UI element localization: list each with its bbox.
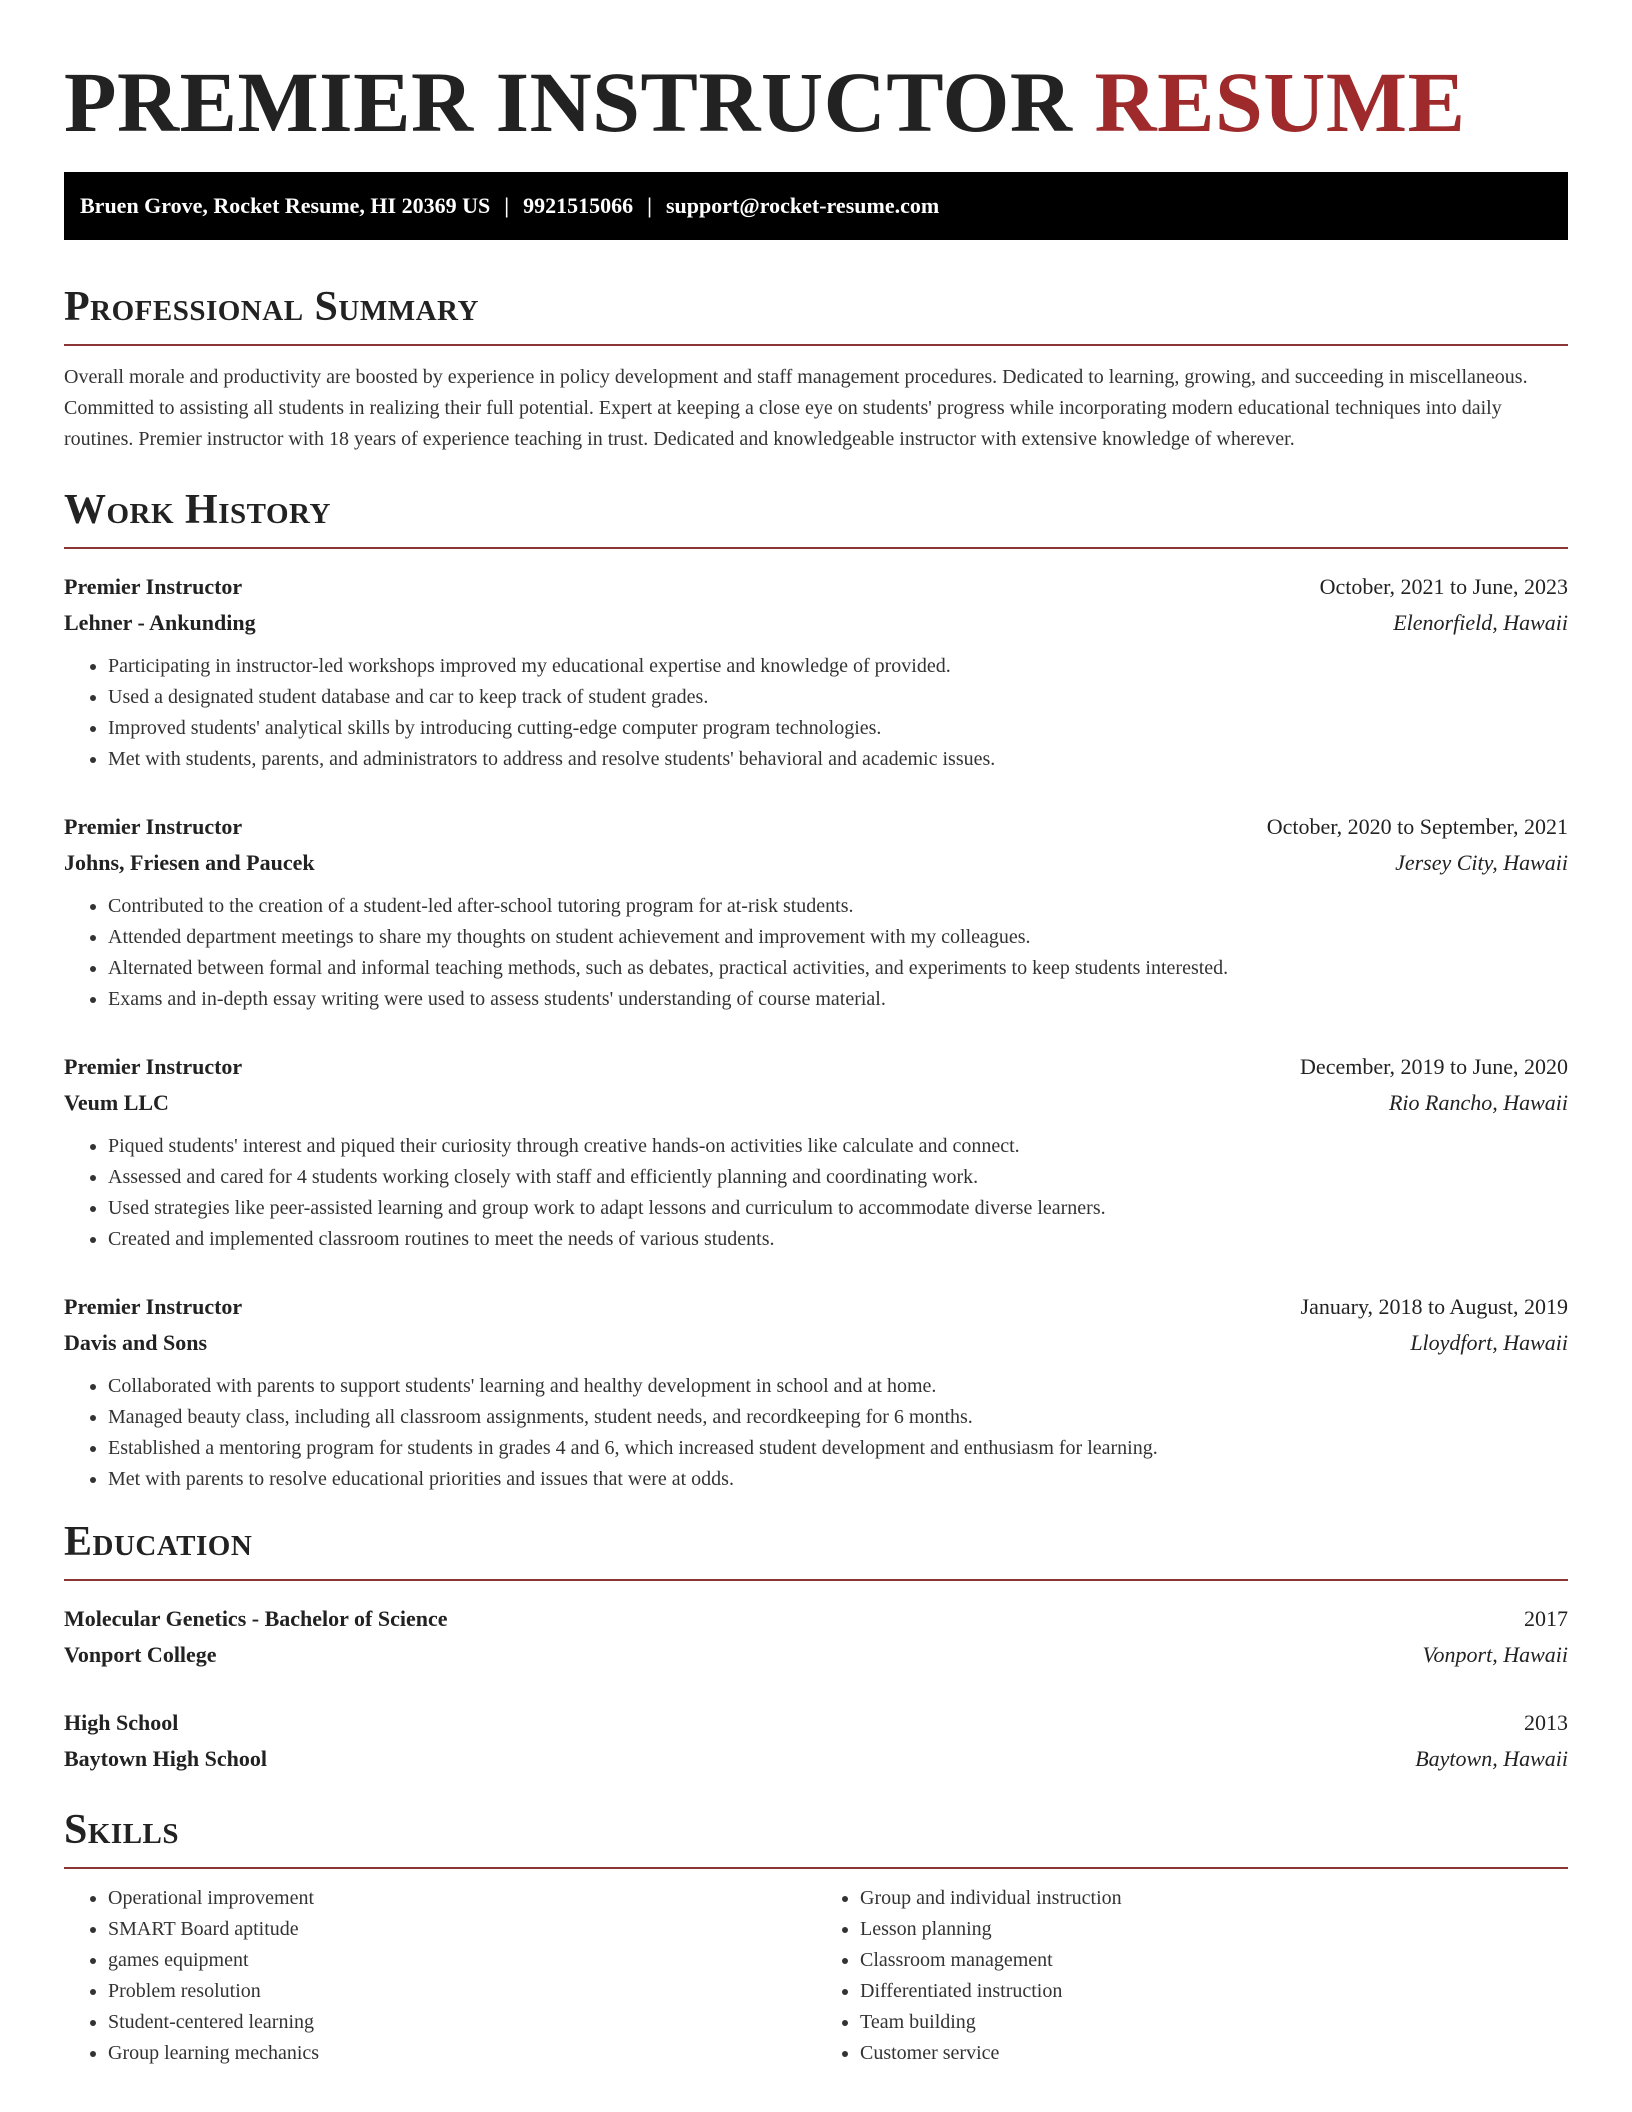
contact-phone: 9921515066 [523, 193, 634, 218]
education-school: Vonport College [64, 1642, 217, 1667]
job-bullet: • Contributed to the creation of a student-led after-school tutoring program for at-risk students. [108, 891, 1568, 922]
contact-address: Bruen Grove, Rocket Resume, HI 20369 US [80, 193, 491, 218]
section-divider [64, 547, 1568, 549]
skill-item: • Lesson planning [860, 1914, 1568, 1945]
education-location: Baytown, Hawaii [1415, 1746, 1568, 1771]
resume-title [64, 52, 1568, 152]
education-location: Vonport, Hawaii [1422, 1642, 1568, 1667]
job-dates: January, 2018 to August, 2019 [1300, 1294, 1568, 1319]
job-company: Davis and Sons [64, 1330, 208, 1355]
job-bullet: • Met with parents to resolve educational priorities and issues that were at odds. [108, 1464, 1568, 1495]
skill-item: • Team building [860, 2007, 1568, 2038]
job-location: Elenorfield, Hawaii [1393, 610, 1568, 635]
job-bullet: • Used strategies like peer-assisted learning and group work to adapt lessons and curriculum to accommodate diverse learners. [108, 1193, 1568, 1224]
job-bullet: • Created and implemented classroom routines to meet the needs of various students. [108, 1224, 1568, 1255]
job-company-row [64, 1325, 1568, 1361]
job-company-row [64, 605, 1568, 641]
job-bullets [64, 1131, 1568, 1255]
education-entry [64, 1705, 1568, 1777]
job-bullet: • Met with students, parents, and administrators to address and resolve students' behavioral and academic issues. [108, 744, 1568, 775]
job-company: Johns, Friesen and Paucek [64, 850, 315, 875]
job-bullet: • Participating in instructor-led workshops improved my educational expertise and knowledge of provided. [108, 651, 1568, 682]
skill-item: • Group learning mechanics [108, 2038, 816, 2069]
job-company-row [64, 845, 1568, 881]
skill-item: • Differentiated instruction [860, 1976, 1568, 2007]
education-degree: High School [64, 1710, 179, 1735]
skill-item: • Problem resolution [108, 1976, 816, 2007]
contact-separator: | [504, 193, 510, 218]
job-entry [64, 1289, 1568, 1495]
job-bullet: • Alternated between formal and informal teaching methods, such as debates, practical activities, and experiments to keep students interested. [108, 953, 1568, 984]
skill-item: • SMART Board aptitude [108, 1914, 816, 1945]
skill-item: • Customer service [860, 2038, 1568, 2069]
education-year: 2013 [1524, 1710, 1568, 1735]
job-location: Lloydfort, Hawaii [1410, 1330, 1568, 1355]
job-title: Premier Instructor [64, 574, 243, 599]
job-location: Rio Rancho, Hawaii [1388, 1090, 1568, 1115]
job-title: Premier Instructor [64, 814, 243, 839]
job-header-row [64, 1049, 1568, 1085]
summary-heading: Professional Summary [64, 284, 479, 330]
job-header-row [64, 809, 1568, 845]
work-history-heading: Work History [64, 487, 331, 533]
contact-email: support@rocket-resume.com [665, 193, 940, 218]
job-entry [64, 809, 1568, 1015]
job-bullet: • Used a designated student database and car to keep track of student grades. [108, 682, 1568, 713]
education-heading: Education [64, 1519, 253, 1565]
education-header-row [64, 1705, 1568, 1741]
skills-left-list [64, 1883, 816, 2069]
education-school-row [64, 1637, 1568, 1673]
contact-bar [64, 172, 1568, 240]
job-dates: December, 2019 to June, 2020 [1300, 1054, 1568, 1079]
skills-columns [64, 1883, 1568, 2069]
education-school-row [64, 1741, 1568, 1777]
title-main: PREMIER INSTRUCTOR [64, 54, 1073, 150]
job-title: Premier Instructor [64, 1054, 243, 1079]
job-dates: October, 2021 to June, 2023 [1319, 574, 1568, 599]
job-company: Lehner - Ankunding [64, 610, 256, 635]
skill-item: • games equipment [108, 1945, 816, 1976]
job-location: Jersey City, Hawaii [1395, 850, 1568, 875]
summary-text: Overall morale and productivity are boosted by experience in policy development and staff management procedures. Dedicated to learning, growing, and succeeding in miscellaneous. Committed to assisting all students in realizing their full potential. Expert at keeping a close eye on students' progress while incorporating modern educational techniques into daily routines. Premier instructor with 18 years of experience teaching in trust. Dedicated and knowledgeable instructor with extensive knowledge of wherever. [64, 366, 1528, 450]
skill-item: • Student-centered learning [108, 2007, 816, 2038]
job-dates: October, 2020 to September, 2021 [1266, 814, 1568, 839]
job-bullet: • Collaborated with parents to support students' learning and healthy development in school and at home. [108, 1371, 1568, 1402]
contact-separator: | [647, 193, 652, 218]
job-bullet: • Established a mentoring program for students in grades 4 and 6, which increased student development and enthusiasm for learning. [108, 1433, 1568, 1464]
job-bullets [64, 651, 1568, 775]
education-header-row [64, 1601, 1568, 1637]
job-bullets [64, 891, 1568, 1015]
job-bullets [64, 1371, 1568, 1495]
job-bullet: • Improved students' analytical skills by introducing cutting-edge computer program technologies. [108, 713, 1568, 744]
education-year: 2017 [1524, 1606, 1568, 1631]
job-bullet: • Piqued students' interest and piqued their curiosity through creative hands-on activities like calculate and connect. [108, 1131, 1568, 1162]
skill-item: • Operational improvement [108, 1883, 816, 1914]
section-divider [64, 344, 1568, 346]
skills-right-list [816, 1883, 1568, 2069]
job-bullet: • Managed beauty class, including all classroom assignments, student needs, and recordkeeping for 6 months. [108, 1402, 1568, 1433]
job-entry [64, 569, 1568, 775]
job-title: Premier Instructor [64, 1294, 243, 1319]
skill-item: • Classroom management [860, 1945, 1568, 1976]
skill-item: • Group and individual instruction [860, 1883, 1568, 1914]
job-bullet: • Assessed and cared for 4 students working closely with staff and efficiently planning and coordinating work. [108, 1162, 1568, 1193]
education-school: Baytown High School [64, 1746, 267, 1771]
job-company: Veum LLC [64, 1090, 169, 1115]
education-entry [64, 1601, 1568, 1673]
resume-page [64, 0, 1568, 2069]
skills-heading: Skills [64, 1807, 180, 1853]
job-bullet: • Exams and in-depth essay writing were used to assess students' understanding of course material. [108, 984, 1568, 1015]
education-degree: Molecular Genetics - Bachelor of Science [64, 1606, 448, 1631]
job-bullet: • Attended department meetings to share my thoughts on student achievement and improvement with my colleagues. [108, 922, 1568, 953]
job-header-row [64, 569, 1568, 605]
section-divider [64, 1579, 1568, 1581]
job-entry [64, 1049, 1568, 1255]
job-header-row [64, 1289, 1568, 1325]
title-accent: RESUME [1094, 54, 1466, 150]
section-divider [64, 1867, 1568, 1869]
job-company-row [64, 1085, 1568, 1121]
